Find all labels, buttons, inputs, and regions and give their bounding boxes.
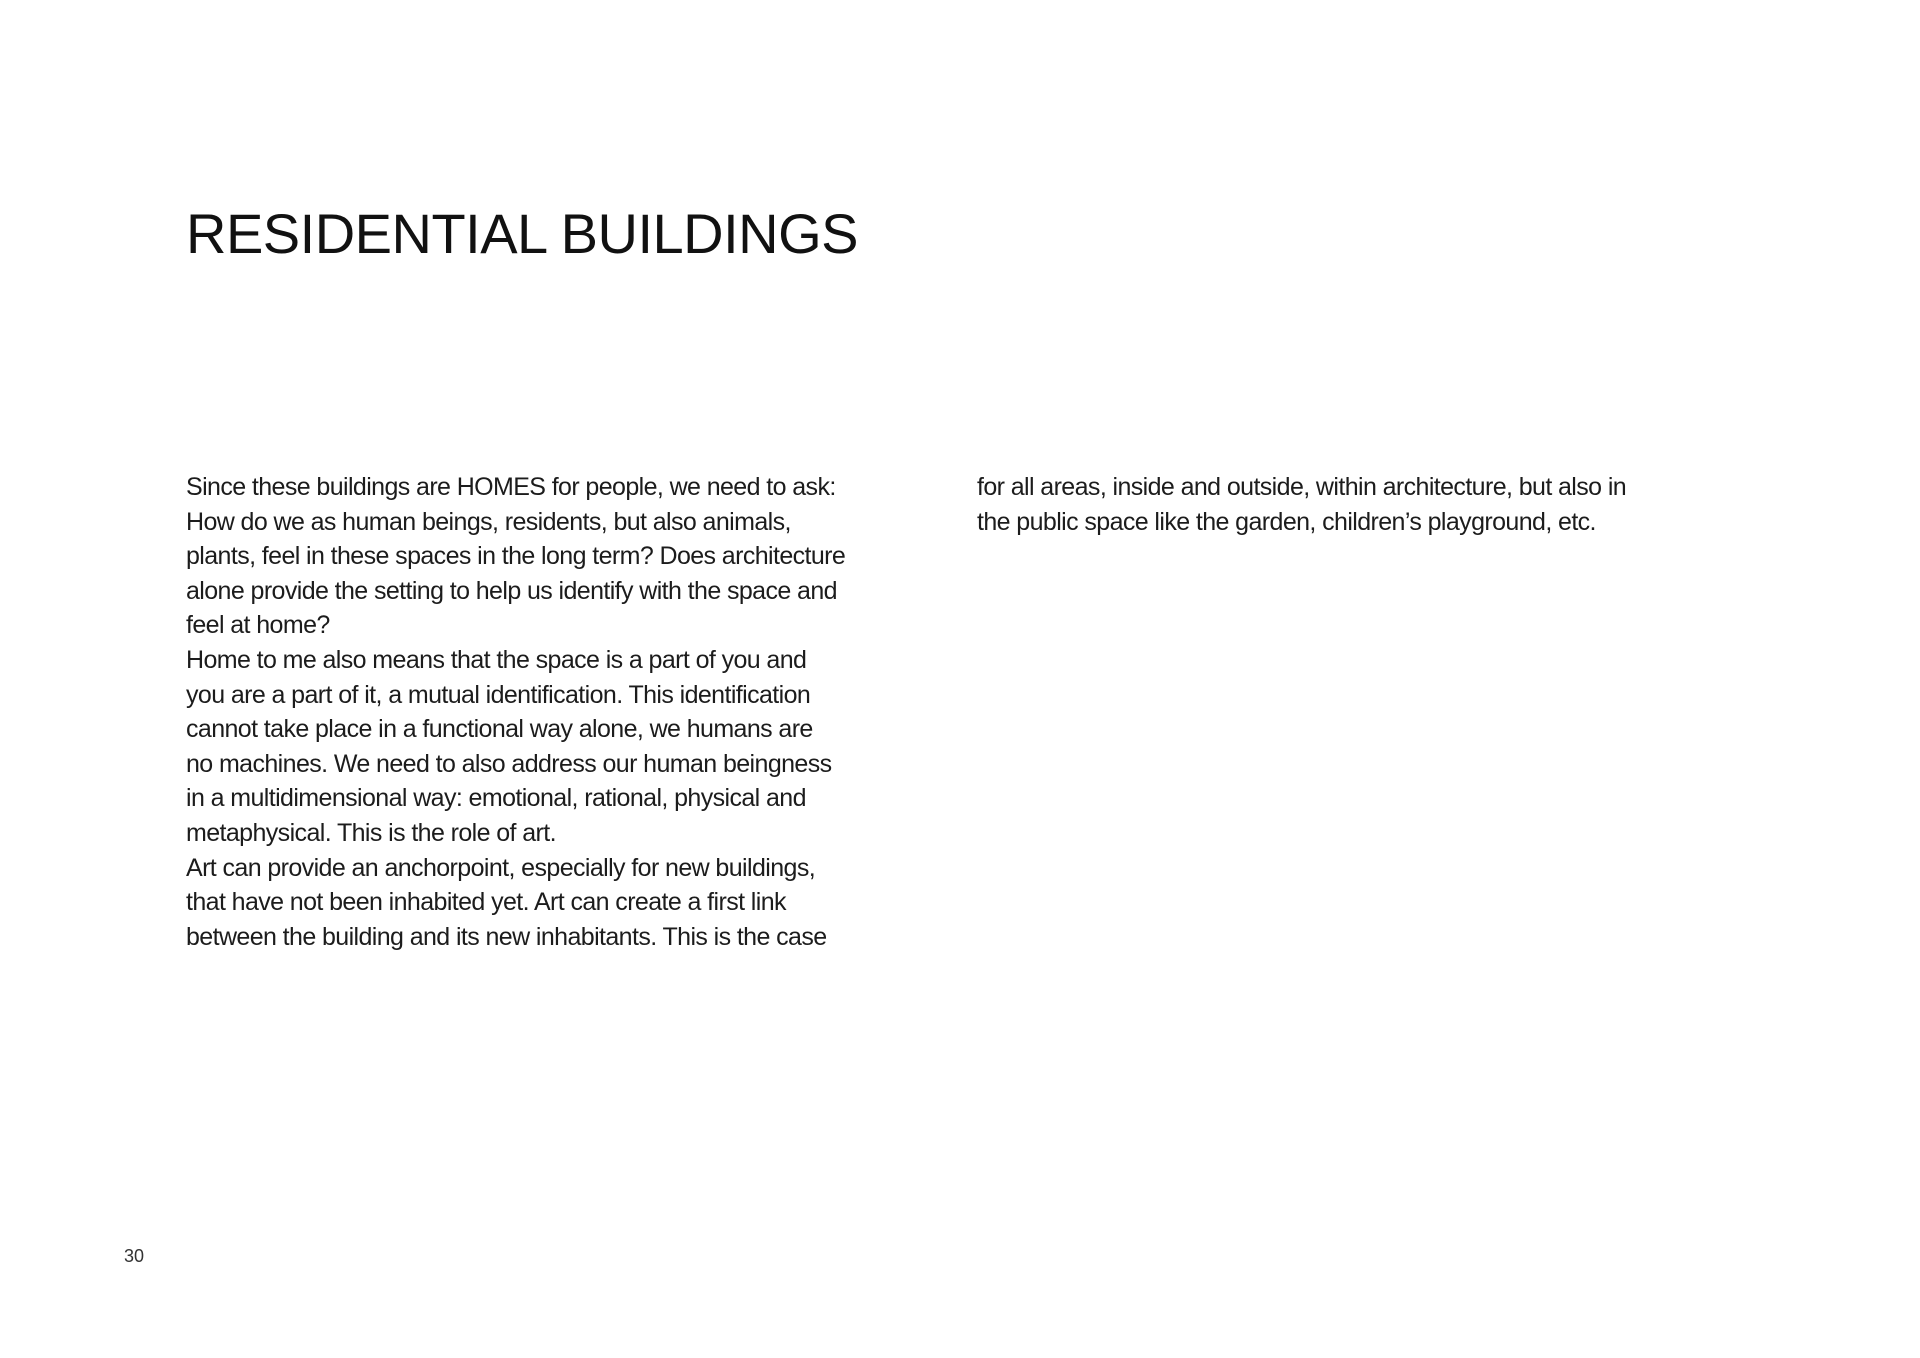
text-line: that have not been inhabited yet. Art can create a first link (186, 888, 786, 917)
text-line: alone provide the setting to help us identify with the space and (186, 576, 837, 605)
text-line: Art can provide an anchorpoint, especially for new buildings, (186, 853, 816, 882)
page-number: 30 (124, 1246, 145, 1266)
page-title: RESIDENTIAL BUILDINGS (186, 202, 859, 265)
text-line: between the building and its new inhabitants. This is the case (186, 922, 827, 951)
text-line: metaphysical. This is the role of art. (186, 818, 556, 847)
text-line: no machines. We need to also address our human beingness (186, 749, 832, 778)
body-text-right-column (977, 470, 1737, 539)
text-line: plants, feel in these spaces in the long term? Does architecture (186, 542, 846, 571)
text-line: feel at home? (186, 611, 330, 640)
text-line: Since these buildings are HOMES for people, we need to ask: (186, 473, 836, 501)
text-line: for all areas, inside and outside, within architecture, but also in (977, 473, 1627, 501)
text-line: Home to me also means that the space is a part of you and (186, 645, 807, 674)
text-line: in a multidimensional way: emotional, rational, physical and (186, 784, 806, 813)
text-line: you are a part of it, a mutual identification. This identification (186, 680, 811, 709)
text-line: How do we as human beings, residents, but also animals, (186, 507, 791, 536)
body-text-left-column (186, 470, 946, 954)
text-line: cannot take place in a functional way alone, we humans are (186, 715, 813, 744)
text-line: the public space like the garden, children’s playground, etc. (977, 507, 1596, 536)
